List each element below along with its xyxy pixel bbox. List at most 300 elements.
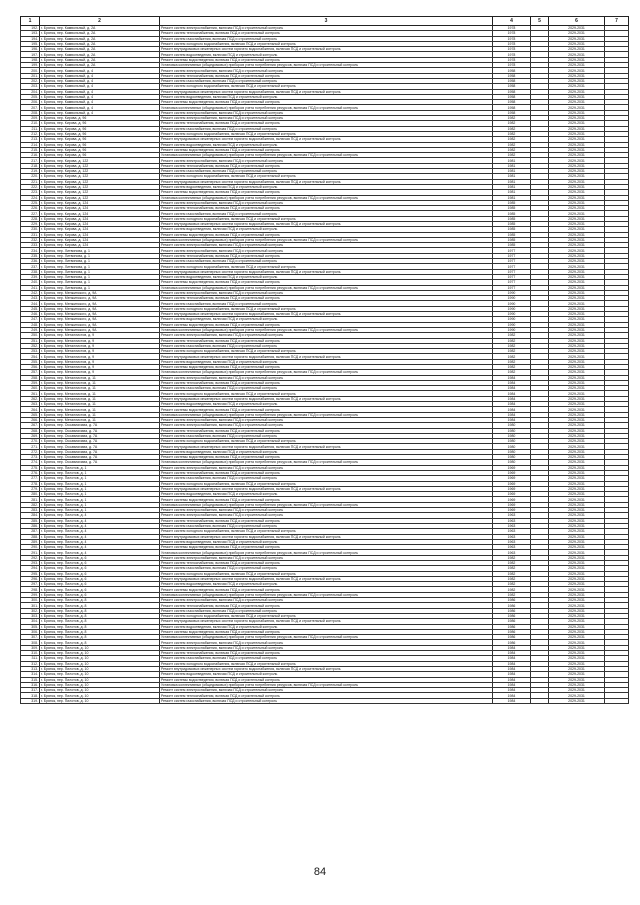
cell-col-6: 2029-2031 [549,147,605,152]
cell-col-2: г. Брянск, пер. Пилотов, д. 4 [40,534,160,539]
cell-col-3: Ремонт системы водоотведения, включая ПСД и строительный контроль [160,545,493,550]
cell-col-2: г. Брянск, пер. Пилотов, д. 10 [40,682,160,687]
cell-col-3: Ремонт систем холодного водоснабжения, включая ПСД и строительный контроль [160,84,493,89]
cell-col-2: г. Брянск, пер. Металлистов, д. 11 [40,396,160,401]
cell-col-4: 1990 [493,327,531,332]
cell-col-2: г. Брянск, пер. Пилотов, д. 10 [40,645,160,650]
cell-col-4: 1986 [493,629,531,634]
cell-col-6: 2029-2031 [549,455,605,460]
cell-col-6: 2029-2031 [549,354,605,359]
cell-col-6: 2029-2031 [549,221,605,226]
cell-col-1: 227. [21,211,40,216]
cell-col-1: 229. [21,221,40,226]
cell-col-4: 1982 [493,365,531,370]
cell-col-6: 2029-2031 [549,460,605,465]
cell-col-4: 1982 [493,370,531,375]
cell-col-1: 267. [21,423,40,428]
cell-col-3: Ремонт систем холодного водоснабжения, включая ПСД и строительный контроль [160,264,493,269]
cell-col-1: 233. [21,243,40,248]
cell-col-2: г. Брянск, пер. Пилотов, д. 10 [40,677,160,682]
cell-col-6: 2029-2031 [549,158,605,163]
cell-col-4: 1977 [493,264,531,269]
cell-col-4: 1980 [493,428,531,433]
cell-col-4: 1984 [493,417,531,422]
cell-col-1: 300. [21,598,40,603]
cell-col-3: Ремонт систем газоснабжения, включая ПСД и строительный контроль [160,608,493,613]
cell-col-4: 1978 [493,57,531,62]
cell-col-3: Ремонт систем водоотведения, включая ПСД и строительный контроль [160,582,493,587]
cell-col-3: Ремонт систем электроснабжения, включая ПСД и строительный контроль [160,688,493,693]
cell-col-1: 212. [21,131,40,136]
cell-col-1: 256. [21,365,40,370]
cell-col-6: 2029-2031 [549,73,605,78]
cell-col-2: г. Брянск, пер. Пилотов, д. 4 [40,545,160,550]
cell-col-1: 314. [21,672,40,677]
cell-col-1: 196. [21,47,40,52]
cell-col-2: г. Брянск, пер. Камвольный, д. 2А [40,57,160,62]
cell-col-3: Установка коллективных (общедомовых) приборов учета потребления ресурсов, включая ПСД и строительный контроль [160,195,493,200]
cell-col-3: Ремонт систем газоснабжения, включая ПСД и строительный контроль [160,78,493,83]
cell-col-3: Ремонт систем электроснабжения, включая ПСД и строительный контроль [160,645,493,650]
cell-col-6: 2029-2031 [549,259,605,264]
cell-col-6: 2029-2031 [549,100,605,105]
cell-col-6: 2029-2031 [549,682,605,687]
cell-col-1: 313. [21,666,40,671]
cell-col-3: Ремонт систем теплоснабжения, включая ПСД и строительный контроль [160,163,493,168]
cell-col-3: Ремонт внутридомовых инженерных систем горячего водоснабжения, включая ПСД и строительный контроль [160,576,493,581]
cell-col-2: г. Брянск, пер. Кирова, д. 96 [40,126,160,131]
cell-col-3: Ремонт систем электроснабжения, включая ПСД и строительный контроль [160,417,493,422]
cell-col-2: г. Брянск, пер. Металлистов, д. 9 [40,343,160,348]
cell-col-6: 2029-2031 [549,142,605,147]
column-header-2: 2 [40,17,160,26]
cell-col-3: Ремонт систем электроснабжения, включая ПСД и строительный контроль [160,465,493,470]
cell-col-2: г. Брянск, пер. Пилотов, д. 10 [40,651,160,656]
cell-col-6: 2029-2031 [549,349,605,354]
cell-col-2: г. Брянск, пер. Кирова, д. 96 [40,142,160,147]
cell-col-2: г. Брянск, пер. Осоавиахима, д. 7А [40,428,160,433]
cell-col-4: 1985 [493,200,531,205]
cell-col-3: Ремонт систем водоотведения, включая ПСД и строительный контроль [160,539,493,544]
cell-col-1: 206. [21,100,40,105]
cell-col-4: 1963 [493,534,531,539]
cell-col-4: 1978 [493,26,531,31]
cell-col-6: 2029-2031 [549,216,605,221]
cell-col-6: 2029-2031 [549,412,605,417]
cell-col-1: 274. [21,460,40,465]
cell-col-2: г. Брянск, пер. Кирова, д. 124 [40,200,160,205]
cell-col-6: 2029-2031 [549,508,605,513]
cell-col-6: 2029-2031 [549,523,605,528]
cell-col-4: 1958 [493,78,531,83]
cell-col-1: 262. [21,396,40,401]
cell-col-1: 252. [21,343,40,348]
cell-col-3: Ремонт систем теплоснабжения, включая ПСД и строительный контроль [160,338,493,343]
cell-col-4: 1982 [493,116,531,121]
cell-col-4: 1978 [493,36,531,41]
cell-col-4: 1982 [493,121,531,126]
cell-col-2: г. Брянск, пер. Осоавиахима, д. 7А [40,444,160,449]
cell-col-3: Ремонт внутридомовых инженерных систем горячего водоснабжения, включая ПСД и строительный контроль [160,619,493,624]
cell-col-6: 2029-2031 [549,94,605,99]
cell-col-6: 2029-2031 [549,264,605,269]
cell-col-3: Ремонт систем газоснабжения, включая ПСД и строительный контроль [160,343,493,348]
cell-col-3: Ремонт системы водоотведения, включая ПСД и строительный контроль [160,365,493,370]
cell-col-3: Установка коллективных (общедомовых) приборов учета потребления ресурсов, включая ПСД и строительный контроль [160,63,493,68]
cell-col-4: 1982 [493,343,531,348]
cell-col-4: 1984 [493,677,531,682]
cell-col-2: г. Брянск, пер. Пилотов, д. 8 [40,635,160,640]
cell-col-4: 1990 [493,290,531,295]
table-row [21,698,629,703]
cell-col-1: 317. [21,688,40,693]
cell-col-2: г. Брянск, пер. Пилотов, д. 10 [40,698,160,703]
cell-col-2: г. Брянск, пер. Камвольный, д. 4 [40,89,160,94]
cell-col-1: 271. [21,444,40,449]
cell-col-2: г. Брянск, пер. Камвольный, д. 2А [40,31,160,36]
cell-col-3: Ремонт внутридомовых инженерных систем горячего водоснабжения, включая ПСД и строительный контроль [160,486,493,491]
cell-col-4: 1984 [493,407,531,412]
cell-col-2: г. Брянск, пер. Кирова, д. 124 [40,221,160,226]
cell-col-1: 198. [21,57,40,62]
cell-col-3: Ремонт систем холодного водоснабжения, включая ПСД и строительный контроль [160,174,493,179]
cell-col-1: 266. [21,417,40,422]
cell-col-1: 248. [21,322,40,327]
cell-col-3: Ремонт систем газоснабжения, включая ПСД и строительный контроль [160,566,493,571]
cell-col-3: Ремонт системы водоотведения, включая ПСД и строительный контроль [160,497,493,502]
cell-col-1: 235. [21,253,40,258]
cell-col-1: 241. [21,285,40,290]
cell-col-2: г. Брянск, пер. Пилотов, д. 6 [40,582,160,587]
cell-col-1: 240. [21,280,40,285]
cell-col-1: 309. [21,645,40,650]
cell-col-2: г. Брянск, пер. Пилотов, д. 10 [40,661,160,666]
cell-col-1: 253. [21,349,40,354]
table-body [21,26,629,704]
cell-col-4: 1984 [493,402,531,407]
cell-col-1: 204. [21,89,40,94]
cell-col-1: 232. [21,237,40,242]
cell-col-1: 275. [21,465,40,470]
cell-col-3: Ремонт систем холодного водоснабжения, включая ПСД и строительный контроль [160,349,493,354]
cell-col-3: Ремонт систем газоснабжения, включая ПСД и строительный контроль [160,301,493,306]
cell-col-3: Ремонт систем холодного водоснабжения, включая ПСД и строительный контроль [160,306,493,311]
column-header-4: 4 [493,17,531,26]
cell-col-6: 2029-2031 [549,428,605,433]
cell-col-1: 278. [21,481,40,486]
cell-col-3: Ремонт системы водоотведения, включая ПСД и строительный контроль [160,322,493,327]
cell-col-4: 1963 [493,545,531,550]
cell-col-2: г. Брянск, пер. Литвинова, д. 1 [40,285,160,290]
cell-col-3: Ремонт систем электроснабжения, включая ПСД и строительный контроль [160,333,493,338]
cell-col-1: 281. [21,497,40,502]
cell-col-3: Установка коллективных (общедомовых) приборов учета потребления ресурсов, включая ПСД и строительный контроль [160,682,493,687]
cell-col-3: Ремонт систем газоснабжения, включая ПСД и строительный контроль [160,36,493,41]
cell-col-3: Ремонт систем газоснабжения, включая ПСД и строительный контроль [160,698,493,703]
cell-col-3: Ремонт систем холодного водоснабжения, включая ПСД и строительный контроль [160,41,493,46]
cell-col-3: Ремонт систем газоснабжения, включая ПСД и строительный контроль [160,523,493,528]
cell-col-1: 294. [21,566,40,571]
cell-col-1: 193. [21,31,40,36]
cell-col-4: 1963 [493,529,531,534]
cell-col-4: 1982 [493,126,531,131]
cell-col-3: Ремонт систем водоотведения, включая ПСД и строительный контроль [160,52,493,57]
cell-col-3: Ремонт систем водоотведения, включая ПСД и строительный контроль [160,227,493,232]
cell-col-2: г. Брянск, пер. Камвольный, д. 4 [40,78,160,83]
cell-col-3: Ремонт внутридомовых инженерных систем горячего водоснабжения, включая ПСД и строительный контроль [160,179,493,184]
cell-col-2: г. Брянск, пер. Металлистов, д. 11 [40,375,160,380]
cell-col-4: 1984 [493,682,531,687]
cell-col-1: 197. [21,52,40,57]
cell-col-1: 293. [21,560,40,565]
cell-col-3: Ремонт внутридомовых инженерных систем горячего водоснабжения, включая ПСД и строительный контроль [160,312,493,317]
cell-col-2: г. Брянск, пер. Пилотов, д. 8 [40,619,160,624]
cell-col-6: 2029-2031 [549,370,605,375]
cell-col-4: 1969 [493,465,531,470]
cell-col-6: 2029-2031 [549,359,605,364]
cell-col-6: 2029-2031 [549,68,605,73]
cell-col-1: 246. [21,312,40,317]
cell-col-4: 1982 [493,142,531,147]
cell-col-4: 1980 [493,455,531,460]
cell-col-6: 2029-2031 [549,417,605,422]
cell-col-4: 1981 [493,179,531,184]
cell-col-2: г. Брянск, пер. Пилотов, д. 4 [40,550,160,555]
cell-col-4: 1977 [493,253,531,258]
cell-col-1: 211. [21,126,40,131]
cell-col-2: г. Брянск, пер. Пилотов, д. 6 [40,576,160,581]
cell-col-4: 1982 [493,582,531,587]
cell-col-1: 284. [21,513,40,518]
cell-col-6: 2029-2031 [549,698,605,703]
cell-col-1: 216. [21,153,40,158]
cell-col-6: 2029-2031 [549,624,605,629]
cell-col-6: 2029-2031 [549,322,605,327]
cell-col-1: 282. [21,502,40,507]
cell-col-3: Ремонт систем холодного водоснабжения, включая ПСД и строительный контроль [160,439,493,444]
cell-col-6: 2029-2031 [549,380,605,385]
cell-col-2: г. Брянск, пер. Металлистов, д. 11 [40,386,160,391]
cell-col-6: 2029-2031 [549,635,605,640]
cell-col-1: 203. [21,84,40,89]
cell-col-4: 1982 [493,576,531,581]
cell-col-2: г. Брянск, пер. Кирова, д. 96 [40,153,160,158]
cell-col-4: 1982 [493,349,531,354]
cell-col-3: Установка коллективных (общедомовых) приборов учета потребления ресурсов, включая ПСД и строительный контроль [160,153,493,158]
cell-col-2: г. Брянск, пер. Металлистов, д. 11 [40,380,160,385]
cell-col-6: 2029-2031 [549,227,605,232]
cell-col-2: г. Брянск, пер. Менжинского, д. 9А [40,296,160,301]
cell-col-1: 283. [21,508,40,513]
cell-col-6: 2029-2031 [549,560,605,565]
cell-col-2: г. Брянск, пер. Менжинского, д. 9А [40,322,160,327]
cell-col-4: 1982 [493,333,531,338]
cell-col-3: Ремонт систем водоотведения, включая ПСД и строительный контроль [160,492,493,497]
cell-col-1: 247. [21,317,40,322]
cell-col-3: Ремонт систем холодного водоснабжения, включая ПСД и строительный контроль [160,613,493,618]
cell-col-2: г. Брянск, пер. Кирова, д. 122 [40,184,160,189]
cell-col-4: 1990 [493,301,531,306]
cell-col-2: г. Брянск, пер. Кирова, д. 124 [40,232,160,237]
cell-col-2: г. Брянск, пер. Металлистов, д. 9 [40,349,160,354]
cell-col-1: 200. [21,68,40,73]
cell-col-3: Ремонт систем теплоснабжения, включая ПСД и строительный контроль [160,380,493,385]
cell-col-4: 1980 [493,444,531,449]
cell-col-1: 208. [21,110,40,115]
cell-col-2: г. Брянск, пер. Литвинова, д. 1 [40,269,160,274]
cell-col-3: Ремонт систем электроснабжения, включая ПСД и строительный контроль [160,243,493,248]
cell-col-2: г. Брянск, пер. Пилотов, д. 1 [40,492,160,497]
cell-col-2: г. Брянск, пер. Кирова, д. 122 [40,163,160,168]
cell-col-3: Ремонт внутридомовых инженерных систем горячего водоснабжения, включая ПСД и строительный контроль [160,269,493,274]
cell-col-2: г. Брянск, пер. Литвинова, д. 1 [40,248,160,253]
cell-col-3: Ремонт систем холодного водоснабжения, включая ПСД и строительный контроль [160,481,493,486]
cell-col-6: 2029-2031 [549,423,605,428]
column-header-6: 6 [549,17,605,26]
cell-col-1: 205. [21,94,40,99]
cell-col-1: 286. [21,523,40,528]
cell-col-2: г. Брянск, пер. Камвольный, д. 4 [40,84,160,89]
cell-col-4: 1978 [493,31,531,36]
cell-col-6: 2029-2031 [549,63,605,68]
cell-col-2: г. Брянск, пер. Менжинского, д. 9А [40,312,160,317]
cell-col-1: 299. [21,592,40,597]
cell-col-3: Ремонт систем электроснабжения, включая ПСД и строительный контроль [160,68,493,73]
cell-col-6: 2029-2031 [549,57,605,62]
cell-col-1: 291. [21,550,40,555]
cell-col-2: г. Брянск, пер. Менжинского, д. 9А [40,317,160,322]
cell-col-1: 304. [21,619,40,624]
cell-col-3: Установка коллективных (общедомовых) приборов учета потребления ресурсов, включая ПСД и строительный контроль [160,370,493,375]
cell-col-3: Ремонт систем холодного водоснабжения, включая ПСД и строительный контроль [160,661,493,666]
cell-col-1: 222. [21,184,40,189]
cell-col-1: 231. [21,232,40,237]
cell-col-4: 1986 [493,598,531,603]
cell-col-2: г. Брянск, пер. Камвольный, д. 4 [40,68,160,73]
cell-col-2: г. Брянск, пер. Пилотов, д. 8 [40,603,160,608]
cell-col-3: Ремонт систем электроснабжения, включая ПСД и строительный контроль [160,423,493,428]
cell-col-6: 2029-2031 [549,497,605,502]
cell-col-3: Установка коллективных (общедомовых) приборов учета потребления ресурсов, включая ПСД и строительный контроль [160,412,493,417]
cell-col-6: 2029-2031 [549,613,605,618]
cell-col-6: 2029-2031 [549,619,605,624]
cell-col-2: г. Брянск, пер. Металлистов, д. 9 [40,333,160,338]
cell-col-4: 1969 [493,502,531,507]
cell-col-6: 2029-2031 [549,433,605,438]
cell-col-2: г. Брянск, пер. Пилотов, д. 1 [40,476,160,481]
cell-col-3: Ремонт систем газоснабжения, включая ПСД и строительный контроль [160,211,493,216]
cell-col-4: 1986 [493,608,531,613]
cell-col-2: г. Брянск, пер. Кирова, д. 96 [40,131,160,136]
cell-col-3: Ремонт внутридомовых инженерных систем горячего водоснабжения, включая ПСД и строительный контроль [160,444,493,449]
cell-col-1: 270. [21,439,40,444]
cell-col-6: 2029-2031 [549,105,605,110]
cell-col-2: г. Брянск, пер. Пилотов, д. 8 [40,624,160,629]
cell-col-6: 2029-2031 [549,116,605,121]
cell-col-2: г. Брянск, пер. Металлистов, д. 9 [40,338,160,343]
cell-col-2: г. Брянск, пер. Металлистов, д. 11 [40,412,160,417]
cell-col-1: 303. [21,613,40,618]
cell-col-4: 1982 [493,571,531,576]
column-header-5: 5 [531,17,549,26]
cell-col-3: Ремонт системы водоотведения, включая ПСД и строительный контроль [160,677,493,682]
cell-col-4: 1978 [493,47,531,52]
cell-col-4: 1986 [493,635,531,640]
cell-col-6: 2029-2031 [549,666,605,671]
cell-col-6: 2029-2031 [549,529,605,534]
cell-col-6: 2029-2031 [549,555,605,560]
cell-col-6: 2029-2031 [549,608,605,613]
cell-col-1: 272. [21,449,40,454]
cell-col-4: 1977 [493,259,531,264]
cell-col-2: г. Брянск, пер. Пилотов, д. 8 [40,608,160,613]
cell-col-6: 2029-2031 [549,391,605,396]
cell-col-6: 2029-2031 [549,486,605,491]
cell-col-3: Ремонт систем водоотведения, включая ПСД и строительный контроль [160,449,493,454]
cell-col-4: 1963 [493,518,531,523]
cell-col-3: Ремонт систем водоотведения, включая ПСД и строительный контроль [160,94,493,99]
cell-col-3: Ремонт систем газоснабжения, включая ПСД и строительный контроль [160,386,493,391]
cell-col-4: 1982 [493,587,531,592]
cell-col-3: Ремонт внутридомовых инженерных систем горячего водоснабжения, включая ПСД и строительный контроль [160,396,493,401]
cell-col-4: 1984 [493,661,531,666]
cell-col-2: г. Брянск, пер. Пилотов, д. 4 [40,539,160,544]
cell-col-4: 1963 [493,539,531,544]
cell-col-1: 226. [21,206,40,211]
cell-col-4: 1984 [493,672,531,677]
cell-col-2: г. Брянск, пер. Осоавиахима, д. 7А [40,439,160,444]
cell-col-3: Ремонт систем теплоснабжения, включая ПСД и строительный контроль [160,428,493,433]
cell-col-1: 257. [21,370,40,375]
cell-col-1: 243. [21,296,40,301]
cell-col-6: 2029-2031 [549,243,605,248]
cell-col-4: 1958 [493,105,531,110]
cell-col-1: 301. [21,603,40,608]
cell-col-4: 1977 [493,274,531,279]
cell-col-4: 1978 [493,52,531,57]
cell-col-1: 280. [21,492,40,497]
cell-col-3: Ремонт внутридомовых инженерных систем горячего водоснабжения, включая ПСД и строительный контроль [160,47,493,52]
cell-col-3: Ремонт систем теплоснабжения, включая ПСД и строительный контроль [160,518,493,523]
cell-col-1: 287. [21,529,40,534]
cell-col-6: 2029-2031 [549,672,605,677]
register-table [20,16,629,704]
cell-col-6: 2029-2031 [549,274,605,279]
cell-col-3: Ремонт систем электроснабжения, включая ПСД и строительный контроль [160,508,493,513]
cell-col-4: 1985 [493,237,531,242]
cell-col-1: 268. [21,428,40,433]
cell-col-1: 201. [21,73,40,78]
cell-col-1: 218. [21,163,40,168]
cell-col-1: 219. [21,169,40,174]
cell-col-1: 302. [21,608,40,613]
cell-col-1: 312. [21,661,40,666]
cell-col-3: Установка коллективных (общедомовых) приборов учета потребления ресурсов, включая ПСД и строительный контроль [160,592,493,597]
cell-col-3: Ремонт систем водоотведения, включая ПСД и строительный контроль [160,672,493,677]
cell-col-3: Ремонт системы водоотведения, включая ПСД и строительный контроль [160,407,493,412]
cell-col-3: Ремонт систем электроснабжения, включая ПСД и строительный контроль [160,200,493,205]
cell-col-1: 228. [21,216,40,221]
cell-col-4: 1984 [493,645,531,650]
cell-col-1: 224. [21,195,40,200]
cell-col-2: г. Брянск, пер. Пилотов, д. 4 [40,518,160,523]
cell-col-1: 269. [21,433,40,438]
cell-col-4: 1985 [493,227,531,232]
cell-col-2: г. Брянск, пер. Осоавиахима, д. 7А [40,423,160,428]
cell-col-6: 2029-2031 [549,513,605,518]
cell-col-6: 2029-2031 [549,386,605,391]
cell-col-4: 1981 [493,174,531,179]
